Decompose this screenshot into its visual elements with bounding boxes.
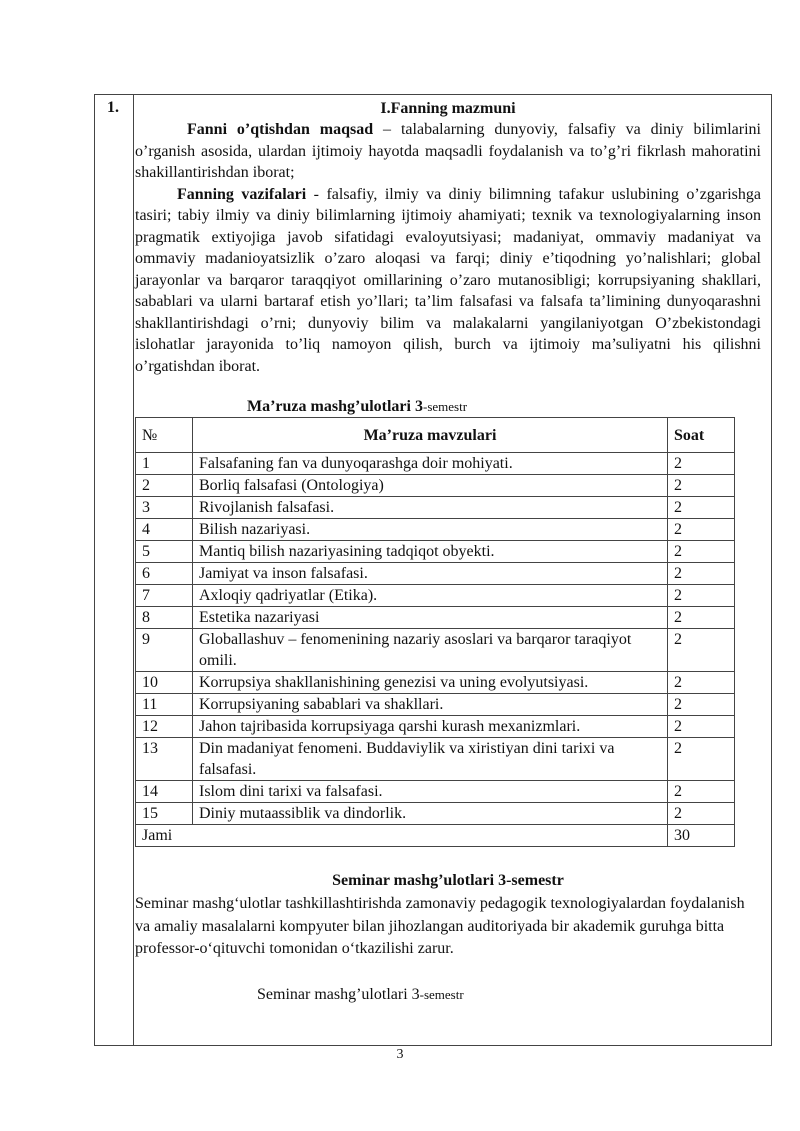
row-topic: Islom dini tarixi va falsafasi. <box>193 781 668 803</box>
table-row <box>136 497 735 519</box>
row-number: 10 <box>136 672 193 694</box>
header-number: № <box>136 418 193 453</box>
row-topic: Rivojlanish falsafasi. <box>193 497 668 519</box>
row-hours: 2 <box>668 475 735 497</box>
content-frame <box>94 94 772 1046</box>
page-number: 3 <box>396 1047 404 1062</box>
table-row <box>136 694 735 716</box>
table-row <box>136 519 735 541</box>
row-number: 5 <box>136 541 193 563</box>
row-hours: 2 <box>668 803 735 825</box>
row-topic: Falsafaning fan va dunyoqarashga doir mohiyati. <box>193 453 668 475</box>
row-number: 13 <box>136 738 193 781</box>
section-content <box>135 95 761 1005</box>
seminar-subtitle: Seminar mashg’ulotlari 3-semestr <box>257 985 464 1003</box>
goal-label: Fanni o’qtishdan maqsad <box>187 121 374 138</box>
table-row <box>136 563 735 585</box>
row-hours: 2 <box>668 607 735 629</box>
row-number: 14 <box>136 781 193 803</box>
row-topic: Mantiq bilish nazariyasining tadqiqot obyekti. <box>193 541 668 563</box>
row-topic: Estetika nazariyasi <box>193 607 668 629</box>
goal-text: – talabalarning dunyoviy, falsafiy va diniy bilimlarini o’rganish asosida, ulardan ijtimoiy hayotda maqsadli foydalanish va to’g’ri fikrlash mahoratini shakillantirishdan iborat; <box>135 121 762 181</box>
row-topic: Diniy mutaassiblik va dindorlik. <box>193 803 668 825</box>
row-hours: 2 <box>668 585 735 607</box>
row-hours: 2 <box>668 541 735 563</box>
row-hours: 2 <box>668 519 735 541</box>
section-number: 1. <box>107 99 119 116</box>
row-topic: Axloqiy qadriyatlar (Etika). <box>193 585 668 607</box>
number-column <box>95 95 134 1045</box>
seminar-text: Seminar mashg‘ulotlar tashkillashtirishda zamonaviy pedagogik texnologiyalardan foydalanish va amaliy masalalarni kompyuter bilan jihozlangan auditoriyada bir akademik guruhga bitta professor-o‘qituvchi tomonidan o‘tkazilishi zarur. <box>135 895 745 957</box>
row-hours: 2 <box>668 629 735 672</box>
row-hours: 2 <box>668 738 735 781</box>
row-hours: 2 <box>668 497 735 519</box>
row-number: 12 <box>136 716 193 738</box>
row-topic: Jahon tajribasida korrupsiyaga qarshi kurash mexanizmlari. <box>193 716 668 738</box>
row-hours: 2 <box>668 453 735 475</box>
row-topic: Borliq falsafasi (Ontologiya) <box>193 475 668 497</box>
tasks-text: - falsafiy, ilmiy va diniy bilimning tafakur uslubining o’zgarishga tasiri; tabiy ilmiy va diniy bilimlarning ijtimoiy ahamiyati; texnik va texnologiyalarning inson pragmatik extiyojiga javob sifatidagi evaloyutsiyasi; madaniyat, ommaviy madaniyat va ommaviy madanioyatsizlik o’zaro aloqasi va farqi; diniy e’tiqodning yo’nalishlari; global jarayonlar va barqaror taraqqiyot omillarining o’zaro mutanosibligi; korrupsiyaning shakllari, sabablari va ularni bartaraf etish yo’llari; ta’lim falsafasi va falsafa ta’limining dunyoqarashni shakllantirishdagi o’rni; dunyoviy bilim va malakalarni yangilaniyotgan O’zbekistondagi islohatlar jarayonida to’liq namoyon qilish, burch va ijtimoiy ma’suliyatni his qilishni o’rgatishdan iborat. <box>135 185 762 375</box>
row-number: 11 <box>136 694 193 716</box>
seminar-title: Seminar mashg’ulotlari 3-semestr <box>332 872 564 889</box>
tasks-label: Fanning vazifalari <box>177 185 307 203</box>
row-topic: Korrupsiya shakllanishining genezisi va uning evolyutsiyasi. <box>193 672 668 694</box>
row-topic: Korrupsiyaning sabablari va shakllari. <box>193 694 668 716</box>
row-number: 6 <box>136 563 193 585</box>
table-row <box>136 738 735 781</box>
table-row <box>136 716 735 738</box>
row-number: 9 <box>136 629 193 672</box>
row-topic: Bilish nazariyasi. <box>193 519 668 541</box>
row-hours: 2 <box>668 672 735 694</box>
section-heading: I.Fanning mazmuni <box>380 100 516 117</box>
tasks-paragraph <box>135 184 761 378</box>
row-hours: 2 <box>668 716 735 738</box>
table-header-row <box>136 418 735 453</box>
table-row <box>136 781 735 803</box>
goal-paragraph <box>135 119 761 184</box>
lecture-title: Ma’ruza mashg’ulotlari 3-semestr <box>247 398 468 415</box>
row-hours: 2 <box>668 563 735 585</box>
total-row <box>136 825 735 847</box>
table-row <box>136 607 735 629</box>
total-value: 30 <box>668 825 735 847</box>
row-number: 7 <box>136 585 193 607</box>
row-number: 8 <box>136 607 193 629</box>
row-number: 3 <box>136 497 193 519</box>
row-number: 2 <box>136 475 193 497</box>
row-hours: 2 <box>668 781 735 803</box>
row-topic: Jamiyat va inson falsafasi. <box>193 563 668 585</box>
table-row <box>136 672 735 694</box>
lecture-table <box>135 417 735 847</box>
row-topic: Globallashuv – fenomenining nazariy asoslari va barqaror taraqiyot omili. <box>193 629 668 672</box>
table-row <box>136 475 735 497</box>
table-row <box>136 629 735 672</box>
table-row <box>136 541 735 563</box>
row-number: 1 <box>136 453 193 475</box>
row-number: 4 <box>136 519 193 541</box>
header-hours: Soat <box>668 418 735 453</box>
row-hours: 2 <box>668 694 735 716</box>
lecture-table-body <box>136 453 735 825</box>
row-number: 15 <box>136 803 193 825</box>
header-topic: Ma’ruza mavzulari <box>193 418 668 453</box>
table-row <box>136 585 735 607</box>
total-label: Jami <box>136 825 668 847</box>
row-topic: Din madaniyat fenomeni. Buddaviylik va xiristiyan dini tarixi va falsafasi. <box>193 738 668 781</box>
table-row <box>136 803 735 825</box>
table-row <box>136 453 735 475</box>
